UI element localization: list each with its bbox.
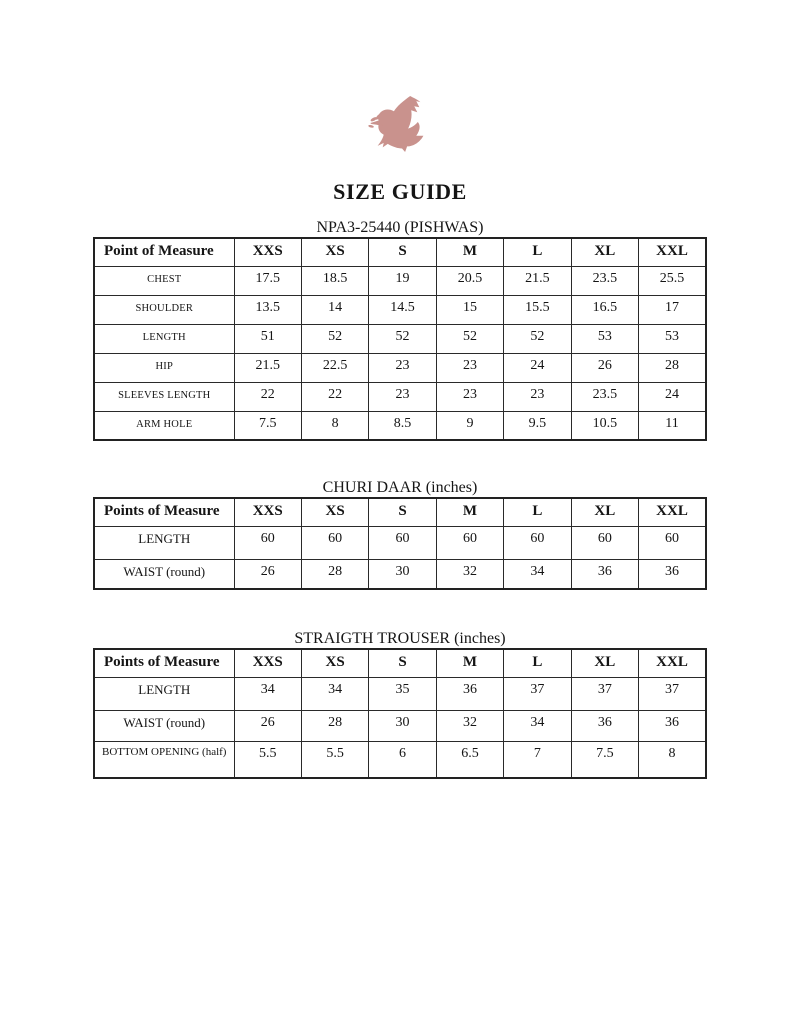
measure-label-cell: LENGTH <box>94 526 234 559</box>
table-row <box>94 353 706 382</box>
measurement-value-cell: 5.5 <box>234 741 301 778</box>
size-header-cell: XXL <box>639 238 706 266</box>
measure-label-cell: WAIST (round) <box>94 710 234 741</box>
measure-label-cell: SHOULDER <box>94 295 234 324</box>
measurement-value-cell: 21.5 <box>504 266 571 295</box>
measure-label-cell: LENGTH <box>94 324 234 353</box>
size-header-cell: M <box>436 649 503 677</box>
measurement-value-cell: 21.5 <box>234 353 301 382</box>
measure-label-cell: WAIST (round) <box>94 559 234 589</box>
measurement-value-cell: 18.5 <box>301 266 368 295</box>
measurement-value-cell: 60 <box>234 526 301 559</box>
measurement-value-cell: 24 <box>639 382 706 411</box>
size-header-cell: XXS <box>234 498 301 526</box>
measurement-value-cell: 28 <box>301 710 368 741</box>
size-header-cell: XXS <box>234 649 301 677</box>
measurement-value-cell: 37 <box>504 677 571 710</box>
measurement-value-cell: 32 <box>436 710 503 741</box>
churi-daar-table <box>93 497 707 590</box>
measurement-value-cell: 25.5 <box>639 266 706 295</box>
straight-trouser-table <box>93 648 707 779</box>
measurement-value-cell: 53 <box>571 324 638 353</box>
page-title: SIZE GUIDE <box>333 179 467 204</box>
measurement-value-cell: 13.5 <box>234 295 301 324</box>
measurement-value-cell: 28 <box>301 559 368 589</box>
measure-label-cell: BOTTOM OPENING (half) <box>94 741 234 778</box>
measurement-value-cell: 28 <box>639 353 706 382</box>
size-header-cell: L <box>504 498 571 526</box>
measurement-value-cell: 23 <box>369 382 436 411</box>
measurement-value-cell: 34 <box>504 710 571 741</box>
measure-label-cell: HIP <box>94 353 234 382</box>
table-header-row <box>94 649 706 677</box>
size-header-cell: M <box>436 238 503 266</box>
size-header-cell: XS <box>301 238 368 266</box>
product-code: NPA3-25440 (PISHWAS) <box>316 219 484 236</box>
measure-label-cell: ARM HOLE <box>94 411 234 440</box>
table-row <box>94 559 706 589</box>
measurement-value-cell: 19 <box>369 266 436 295</box>
size-header-cell: M <box>436 498 503 526</box>
table-row <box>94 382 706 411</box>
measurement-value-cell: 36 <box>639 559 706 589</box>
measurement-value-cell: 26 <box>234 710 301 741</box>
size-header-cell: XXL <box>639 649 706 677</box>
size-header-cell: XS <box>301 649 368 677</box>
measurement-value-cell: 5.5 <box>301 741 368 778</box>
size-header-cell: L <box>504 649 571 677</box>
measurement-value-cell: 23 <box>436 382 503 411</box>
dove-icon <box>367 95 433 152</box>
size-header-cell: XXL <box>639 498 706 526</box>
measurement-value-cell: 22 <box>301 382 368 411</box>
measurement-value-cell: 6.5 <box>436 741 503 778</box>
table-header-row <box>94 498 706 526</box>
measurement-value-cell: 22 <box>234 382 301 411</box>
measurement-value-cell: 20.5 <box>436 266 503 295</box>
measurement-value-cell: 14.5 <box>369 295 436 324</box>
measurement-value-cell: 52 <box>504 324 571 353</box>
measurement-value-cell: 60 <box>301 526 368 559</box>
measurement-value-cell: 32 <box>436 559 503 589</box>
measurement-value-cell: 17 <box>639 295 706 324</box>
measurement-value-cell: 34 <box>234 677 301 710</box>
measurement-value-cell: 52 <box>369 324 436 353</box>
table-row <box>94 266 706 295</box>
pishwas-size-table <box>93 237 707 441</box>
measurement-value-cell: 22.5 <box>301 353 368 382</box>
measurement-value-cell: 53 <box>639 324 706 353</box>
measurement-value-cell: 26 <box>571 353 638 382</box>
measure-label-cell: LENGTH <box>94 677 234 710</box>
size-header-cell: XXS <box>234 238 301 266</box>
measurement-value-cell: 36 <box>571 559 638 589</box>
table-row <box>94 295 706 324</box>
straight-trouser-title: STRAIGTH TROUSER (inches) <box>294 630 506 647</box>
measurement-value-cell: 11 <box>639 411 706 440</box>
measurement-value-cell: 15.5 <box>504 295 571 324</box>
size-header-cell: L <box>504 238 571 266</box>
measurement-value-cell: 7 <box>504 741 571 778</box>
measurement-value-cell: 15 <box>436 295 503 324</box>
measurement-value-cell: 8 <box>301 411 368 440</box>
measurement-value-cell: 60 <box>639 526 706 559</box>
measurement-value-cell: 26 <box>234 559 301 589</box>
measurement-value-cell: 10.5 <box>571 411 638 440</box>
measurement-value-cell: 6 <box>369 741 436 778</box>
size-header-cell: XS <box>301 498 368 526</box>
measurement-value-cell: 23 <box>504 382 571 411</box>
measurement-value-cell: 52 <box>436 324 503 353</box>
measurement-value-cell: 36 <box>436 677 503 710</box>
measure-header-cell: Point of Measure <box>94 238 234 266</box>
measurement-value-cell: 8 <box>639 741 706 778</box>
table-row <box>94 411 706 440</box>
measurement-value-cell: 34 <box>504 559 571 589</box>
measurement-value-cell: 37 <box>639 677 706 710</box>
table-header-row <box>94 238 706 266</box>
measurement-value-cell: 34 <box>301 677 368 710</box>
measurement-value-cell: 23 <box>369 353 436 382</box>
measurement-value-cell: 30 <box>369 710 436 741</box>
measurement-value-cell: 35 <box>369 677 436 710</box>
measurement-value-cell: 16.5 <box>571 295 638 324</box>
measurement-value-cell: 7.5 <box>571 741 638 778</box>
measurement-value-cell: 17.5 <box>234 266 301 295</box>
size-header-cell: XL <box>571 238 638 266</box>
measurement-value-cell: 30 <box>369 559 436 589</box>
measure-label-cell: CHEST <box>94 266 234 295</box>
measure-label-cell: SLEEVES LENGTH <box>94 382 234 411</box>
table-row <box>94 324 706 353</box>
measurement-value-cell: 14 <box>301 295 368 324</box>
measure-header-cell: Points of Measure <box>94 649 234 677</box>
measurement-value-cell: 8.5 <box>369 411 436 440</box>
measurement-value-cell: 60 <box>436 526 503 559</box>
measurement-value-cell: 24 <box>504 353 571 382</box>
measurement-value-cell: 9 <box>436 411 503 440</box>
table-row <box>94 526 706 559</box>
brand-logo <box>0 0 800 157</box>
size-header-cell: XL <box>571 498 638 526</box>
measurement-value-cell: 37 <box>571 677 638 710</box>
measurement-value-cell: 9.5 <box>504 411 571 440</box>
measurement-value-cell: 23.5 <box>571 266 638 295</box>
table-row <box>94 710 706 741</box>
measure-header-cell: Points of Measure <box>94 498 234 526</box>
size-header-cell: S <box>369 498 436 526</box>
table-row <box>94 677 706 710</box>
size-header-cell: XL <box>571 649 638 677</box>
measurement-value-cell: 60 <box>571 526 638 559</box>
measurement-value-cell: 23 <box>436 353 503 382</box>
size-header-cell: S <box>369 238 436 266</box>
measurement-value-cell: 36 <box>571 710 638 741</box>
table-row <box>94 741 706 778</box>
size-header-cell: S <box>369 649 436 677</box>
measurement-value-cell: 7.5 <box>234 411 301 440</box>
measurement-value-cell: 51 <box>234 324 301 353</box>
measurement-value-cell: 52 <box>301 324 368 353</box>
churi-daar-title: CHURI DAAR (inches) <box>322 479 478 496</box>
measurement-value-cell: 60 <box>369 526 436 559</box>
measurement-value-cell: 36 <box>639 710 706 741</box>
measurement-value-cell: 23.5 <box>571 382 638 411</box>
measurement-value-cell: 60 <box>504 526 571 559</box>
